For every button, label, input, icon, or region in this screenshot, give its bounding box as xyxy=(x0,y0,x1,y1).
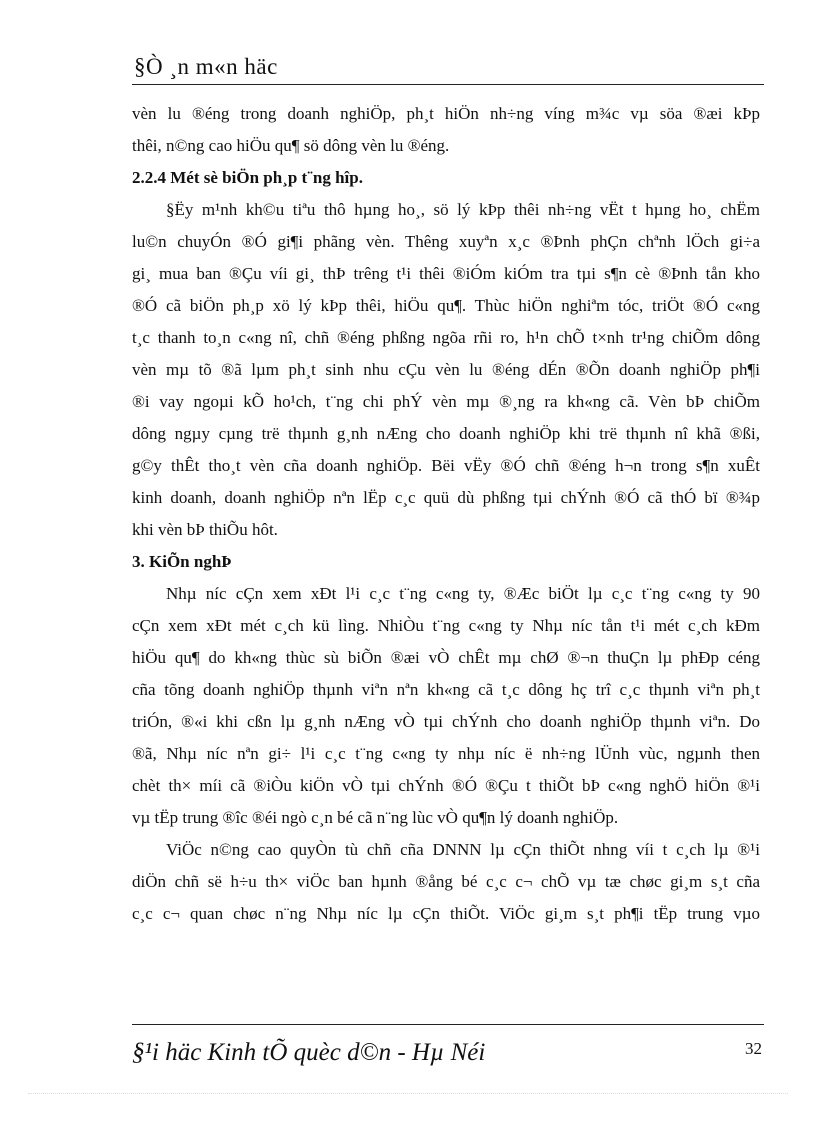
paragraph-line: vèn mµ tõ ®ã lµm ph¸t sinh nhu cÇu vèn lu ®éng dÉn ®Õn doanh nghiÖp ph¶i xyxy=(132,360,760,379)
bottom-divider xyxy=(28,1093,788,1094)
paragraph-line: ViÖc n©ng cao quyÒn tù chñ cña DNNN lµ cÇn thiÕt nhng víi t c¸ch lµ ®¹i xyxy=(166,840,760,859)
paragraph-line: chèt th× míi cã ®iÒu kiÖn vÒ tµi chÝnh ®Ó ®Çu t thiÕt bÞ c«ng nghÖ hiÖn ®¹i xyxy=(132,776,760,795)
paragraph-line: Nhµ níc cÇn xem xÐt l¹i c¸c t¨ng c«ng ty, ®Æc biÖt lµ c¸c t¨ng c«ng ty 90 xyxy=(166,584,760,603)
page-number: 32 xyxy=(745,1039,762,1058)
page-footer xyxy=(132,1024,764,1075)
paragraph-line: lu©n chuyÓn ®Ó gi¶i phãng vèn. Thêng xuyªn x¸c ®Þnh phÇn chªnh lÖch gi÷a xyxy=(132,232,760,251)
paragraph-line: g©y thÊt tho¸t vèn cña doanh nghiÖp. Bëi vËy ®Ó chñ ®éng h¬n trong s¶n xuÊt xyxy=(132,456,760,475)
paragraph-line: triÓn, ®«i khi cßn lµ g¸nh nÆng vÒ tµi chÝnh cho doanh nghiÖp thµnh viªn. Do xyxy=(132,712,760,731)
paragraph-line: kinh doanh, doanh nghiÖp nªn lËp c¸c quü dù phßng tµi chÝnh ®Ó cã thÓ bï ®¾p xyxy=(132,488,760,507)
paragraph-line: khi vèn bÞ thiÕu hôt. xyxy=(132,520,278,539)
page-header xyxy=(132,48,764,85)
paragraph-line: ®ã, Nhµ níc nªn gi÷ l¹i c¸c t¨ng c«ng ty nhµ níc ë nh÷ng lÜnh vùc, ngµnh then xyxy=(132,744,760,763)
paragraph-line: hiÖu qu¶ do kh«ng thùc sù biÕn ®æi vÒ chÊt mµ chØ ®¬n thuÇn lµ phÐp céng xyxy=(132,648,760,667)
paragraph-line: dông ngµy cµng trë thµnh g¸nh nÆng cho doanh nghiÖp khi trë thµnh nî khã ®ßi, xyxy=(132,424,760,443)
paragraph-line: cÇn xem xÐt mét c¸ch kü lìng. NhiÒu t¨ng c«ng ty Nhµ níc tån t¹i mét c¸ch kÐm xyxy=(132,616,760,635)
paragraph-line: ®Ó cã biÖn ph¸p xö lý kÞp thêi, hiÖu qu¶. Thùc hiÖn nghiªm tóc, triÖt ®Ó c«ng xyxy=(132,296,760,315)
paragraph-line: gi¸ mua ban ®Çu víi gi¸ thÞ trêng t¹i thêi ®iÓm kiÓm tra tµi s¶n cè ®Þnh tån kho xyxy=(132,264,760,283)
paragraph-line: thêi, n©ng cao hiÖu qu¶ sö dông vèn lu ®éng. xyxy=(132,136,450,155)
section-heading: 2.2.4 Mét sè biÖn ph¸p t¨ng hîp. xyxy=(132,168,363,187)
paragraph-line: diÖn chñ së h÷u th× viÖc ban hµnh ®ång bé c¸c c¬ chÕ vµ tæ chøc gi¸m s¸t cña xyxy=(132,872,760,891)
paragraph-line: cña tõng doanh nghiÖp thµnh viªn nªn kh«ng cã t¸c dông hç trî c¸c thµnh viªn ph¸t xyxy=(132,680,760,699)
paragraph-line: vµ tËp trung ®îc ®éi ngò c¸n bé cã n¨ng lùc vÒ qu¶n lý doanh nghiÖp. xyxy=(132,808,619,827)
paragraph-line: §Ëy m¹nh kh©u tiªu thô hµng ho¸, sö lý kÞp thêi nh÷ng vËt t hµng ho¸ chËm xyxy=(166,200,760,219)
paragraph-line: ®i vay ngoµi kÕ ho¹ch, t¨ng chi phÝ vèn mµ ®¸ng ra kh«ng cã. Vèn bÞ chiÕm xyxy=(132,392,760,411)
body-text xyxy=(132,98,760,930)
paragraph-line: c¸c c¬ quan chøc n¨ng Nhµ níc lµ cÇn thiÕt. ViÖc gi¸m s¸t ph¶i tËp trung vµo xyxy=(132,904,760,923)
paragraph-line: t¸c thanh to¸n c«ng nî, chñ ®éng phßng ngõa rñi ro, h¹n chÕ t×nh tr¹ng chiÕm dông xyxy=(132,328,760,347)
footer-text: §¹i häc Kinh tÕ quèc d©n - Hµ Néi xyxy=(132,1039,486,1066)
header-title: §Ò ¸n m«n häc xyxy=(134,54,278,79)
section-heading: 3. KiÕn nghÞ xyxy=(132,552,232,571)
paragraph-line: vèn lu ®éng trong doanh nghiÖp, ph¸t hiÖn nh÷ng víng m¾c vµ söa ®æi kÞp xyxy=(132,104,760,123)
